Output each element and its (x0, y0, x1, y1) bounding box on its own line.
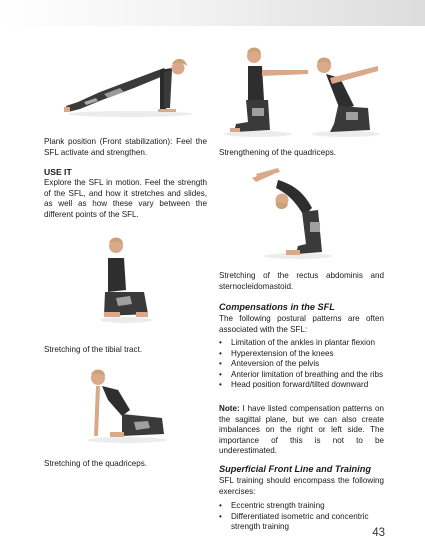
note-text: I have listed compensation patterns on the sagittal plane, but we can also create imbalances on the right or left side. The importance of this is not to be underestimated. (219, 404, 384, 456)
use-it-heading: USE IT (44, 167, 72, 177)
list-item: • Differentiated isometric and concentric strength training (219, 512, 384, 533)
compensations-heading: Compensations in the SFL (219, 302, 335, 312)
tibial-stretch-photo (96, 234, 156, 326)
use-it-body: Explore the SFL in motion. Feel the strength of the SFL, and how it stretches and slides, as well as how these vary between the different points of the SFL. (44, 178, 207, 219)
list-item: • Limitation of the ankles in plantar flexion (219, 338, 384, 349)
list-item: • Anteversion of the pelvis (219, 359, 384, 370)
plank-caption: Plank position (Front stabilization): Feel the SFL activate and strengthen. (44, 137, 207, 157)
compensations-intro: The following postural patterns are often associated with the SFL: (219, 314, 384, 334)
compensations-list (219, 338, 384, 391)
note-label: Note: (219, 404, 240, 413)
tibial-caption: Stretching of the tibial tract. (44, 345, 143, 354)
quadriceps-strength-photo (218, 44, 388, 140)
list-item: • Anterior limitation of breathing and the ribs (219, 370, 384, 381)
quadriceps-strength-caption: Strengthening of the quadriceps. (219, 148, 336, 157)
list-item: • Head position forward/tilted downward (219, 380, 384, 391)
list-item: • Eccentric strength training (219, 501, 384, 512)
plank-photo (60, 52, 200, 122)
training-intro: SFL training should encompass the following exercises: (219, 476, 384, 496)
list-item: • Hyperextension of the knees (219, 349, 384, 360)
quadriceps-stretch-photo (82, 366, 172, 446)
header-gradient-bar (0, 0, 425, 26)
rectus-stretch-photo (248, 166, 334, 262)
training-heading: Superficial Front Line and Training (219, 464, 371, 474)
compensations-note (219, 404, 384, 457)
training-list (219, 501, 384, 533)
quadriceps-stretch-caption: Stretching of the quadriceps. (44, 459, 148, 468)
rectus-caption: Stretching of the rectus abdominis and sternocleidomastoid. (219, 271, 384, 291)
page-number: 43 (372, 527, 385, 539)
